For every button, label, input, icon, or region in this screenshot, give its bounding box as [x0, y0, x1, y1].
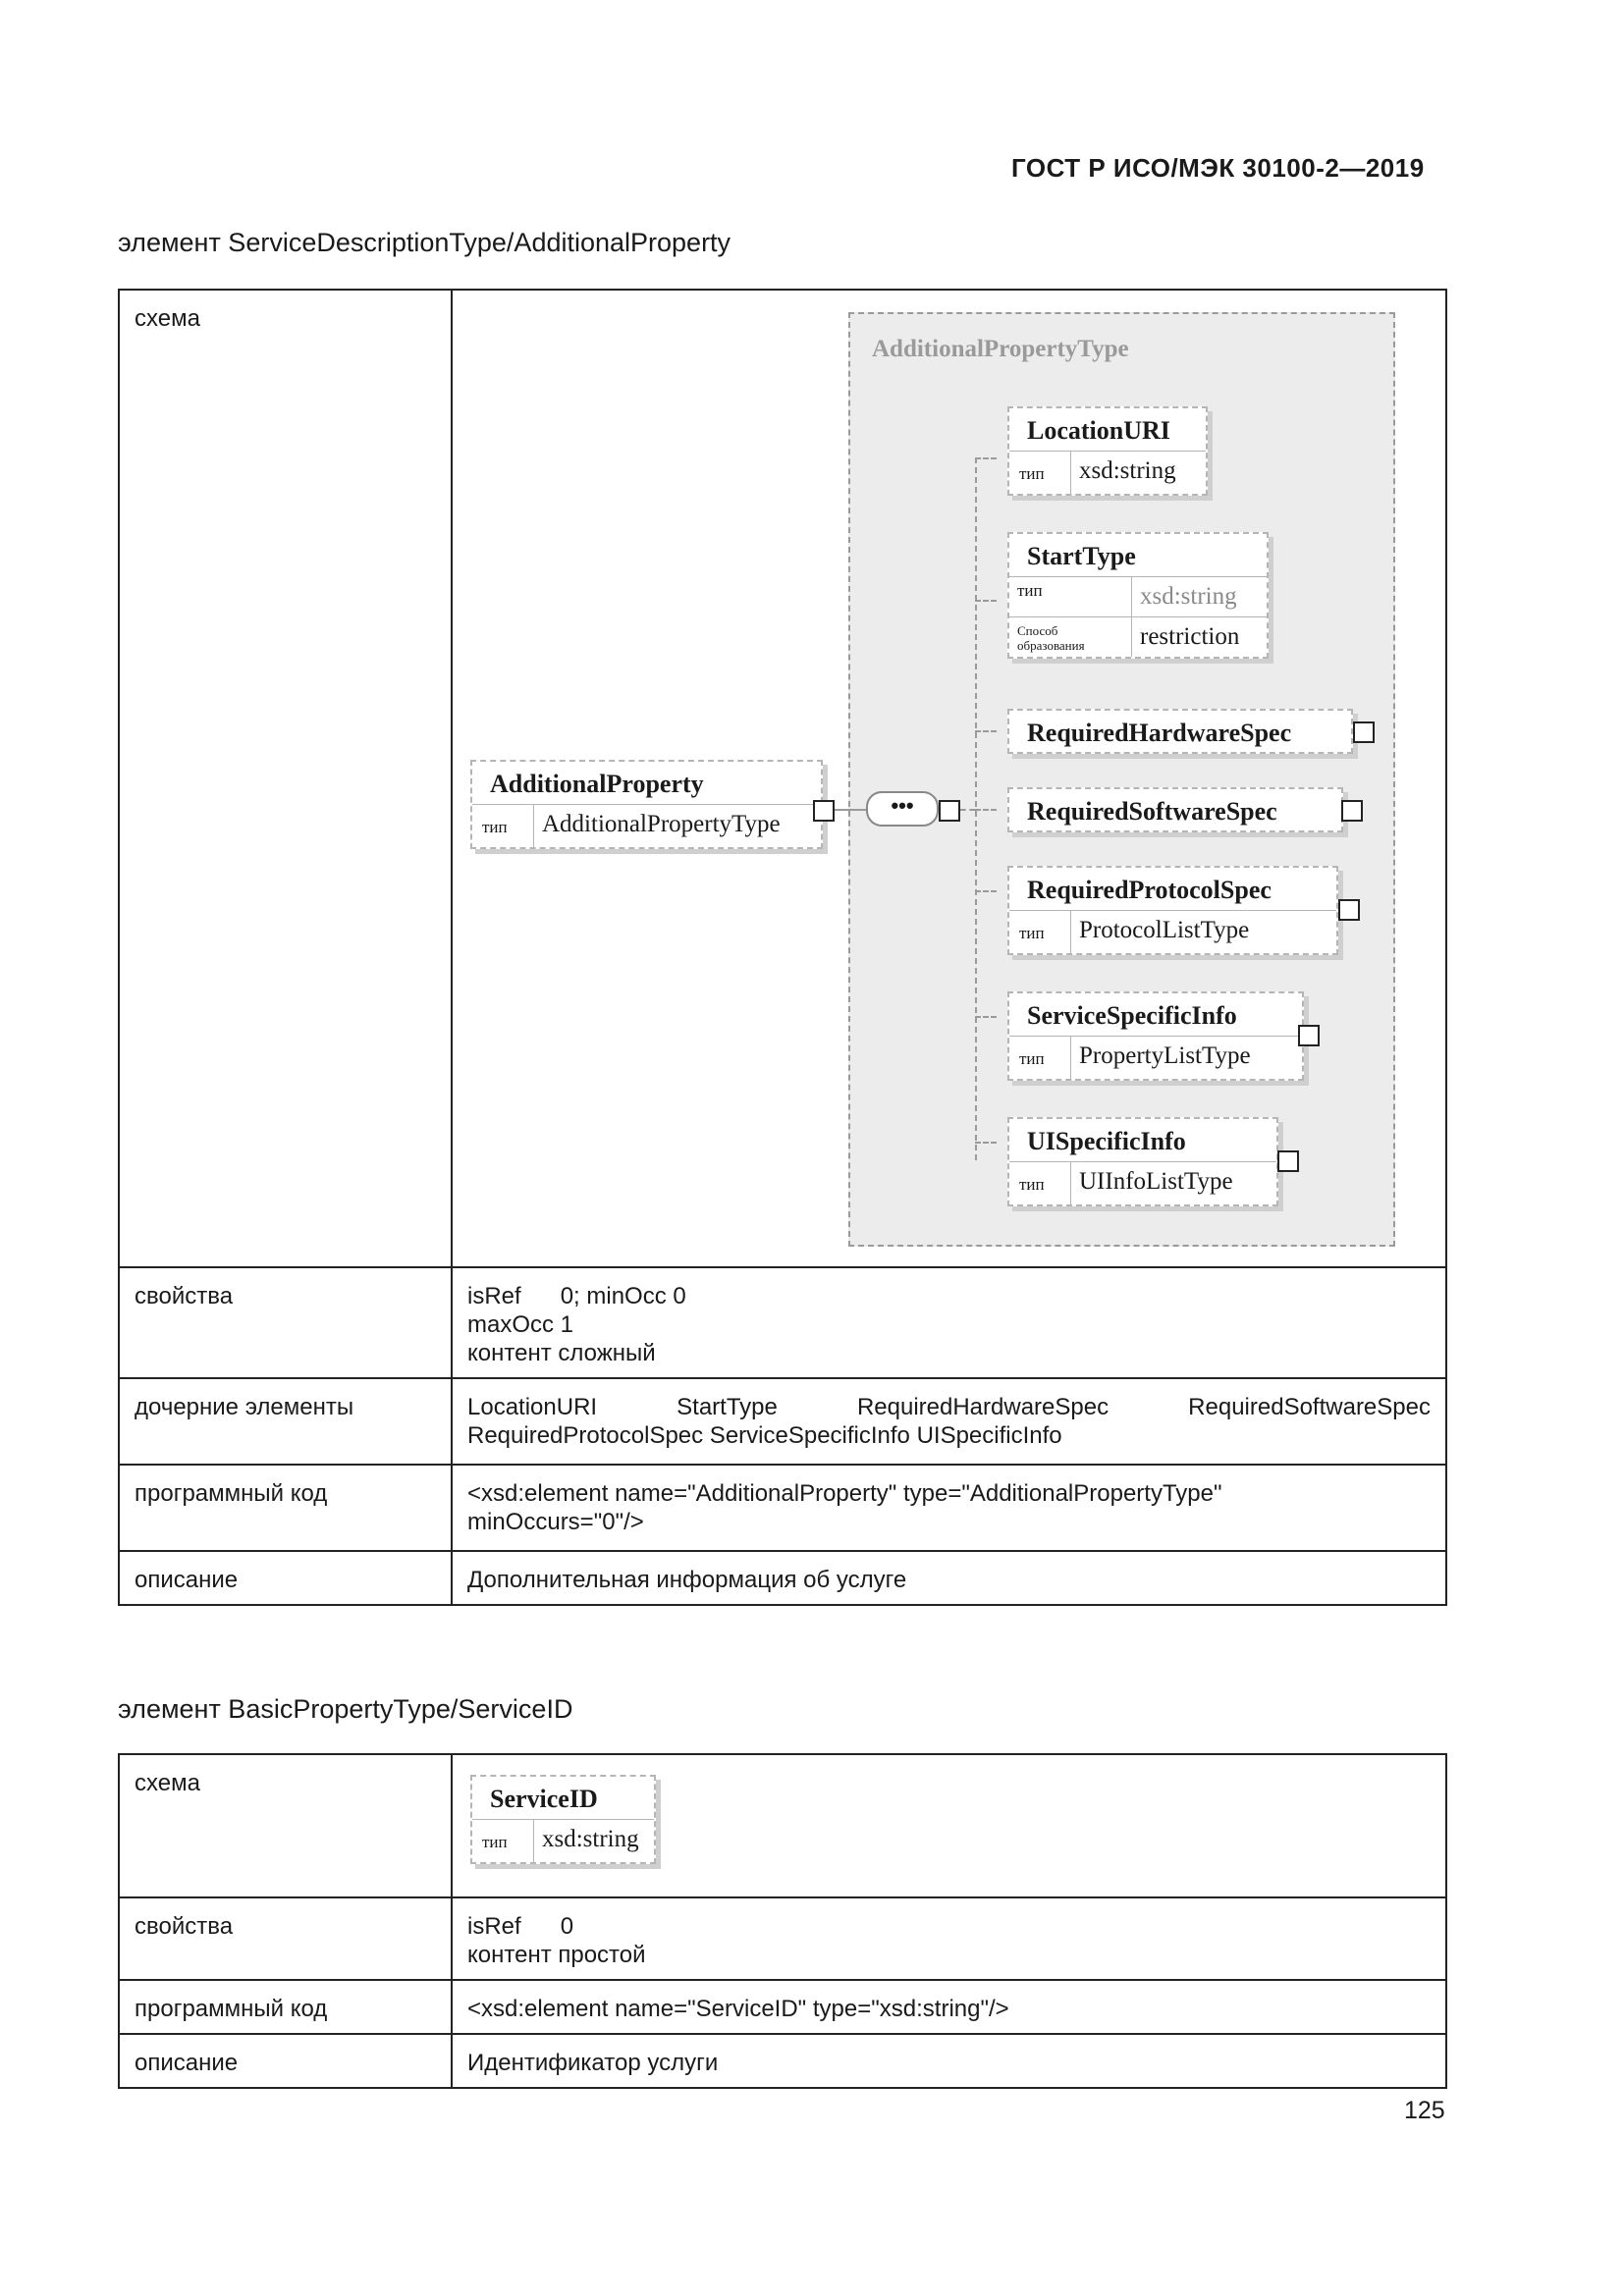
element-box-required-hardware-spec: [1007, 709, 1353, 754]
element-name: ServiceSpecificInfo: [1027, 1001, 1237, 1030]
property-line: isRef 0: [467, 1913, 574, 1940]
type-value: AdditionalPropertyType: [542, 811, 781, 837]
connector-tick: [975, 890, 997, 892]
description-cell: Дополнительная информация об услуге: [452, 1551, 1446, 1605]
table-row-code: [119, 1465, 1446, 1551]
element-name: UISpecificInfo: [1027, 1127, 1186, 1155]
type-label: тип: [1009, 1162, 1071, 1204]
element-box-service-specific-info: [1007, 991, 1304, 1081]
element-box-required-protocol-spec: [1007, 866, 1338, 955]
element-name: RequiredSoftwareSpec: [1027, 797, 1277, 826]
element-name: RequiredProtocolSpec: [1027, 876, 1272, 904]
type-value: ProtocolListType: [1079, 917, 1250, 943]
type-label: тип: [1009, 452, 1071, 494]
sequence-collapse-icon[interactable]: [939, 800, 960, 822]
label-description: описание: [119, 2034, 452, 2088]
connector-line: [835, 809, 866, 811]
child-element: LocationURI: [467, 1394, 598, 1420]
connector-tick: [975, 730, 997, 732]
table-row-schema: [119, 290, 1446, 1267]
code-line: minOccurs="0"/>: [467, 1509, 644, 1535]
connector-tick: [975, 1142, 997, 1144]
section-title-additional-property: элемент ServiceDescriptionType/AdditionalProperty: [118, 228, 731, 257]
type-label: тип: [472, 1820, 534, 1862]
child-element: RequiredSoftwareSpec: [1188, 1394, 1431, 1420]
label-code: программный код: [119, 1465, 452, 1551]
expand-icon[interactable]: [1298, 1025, 1320, 1046]
derivation-value: restriction: [1140, 623, 1240, 650]
type-value: UIInfoListType: [1079, 1168, 1233, 1195]
code-line: <xsd:element name="AdditionalProperty" type="AdditionalPropertyType": [467, 1480, 1222, 1507]
type-value: PropertyListType: [1079, 1042, 1251, 1069]
type-label: тип: [1009, 911, 1071, 953]
element-box-ui-specific-info: [1007, 1117, 1278, 1206]
page-number: 125: [1404, 2097, 1445, 2124]
expand-icon[interactable]: [1341, 800, 1363, 822]
connector-tick: [975, 457, 997, 459]
table-row-children: [119, 1378, 1446, 1465]
connector-tick: [975, 809, 997, 811]
children-cell: [452, 1378, 1446, 1465]
element-name: LocationURI: [1027, 416, 1170, 445]
type-label: тип: [472, 805, 534, 847]
schema-diagram: [453, 1755, 1445, 1896]
children-line-1: [467, 1393, 1431, 1421]
connector-tick: [975, 600, 997, 602]
element-box-service-id: [470, 1775, 656, 1864]
type-value: xsd:string: [1079, 457, 1176, 484]
element-box-required-software-spec: [1007, 787, 1343, 832]
element-name: RequiredHardwareSpec: [1027, 719, 1292, 747]
code-cell: [452, 1465, 1446, 1551]
property-line: isRef 0; minOcc 0: [467, 1283, 686, 1309]
schema-diagram: [453, 291, 1456, 1260]
element-name: StartType: [1027, 542, 1136, 570]
spec-table-additional-property: [118, 289, 1447, 1606]
type-label: тип: [1009, 1037, 1071, 1079]
document-header: ГОСТ Р ИСО/МЭК 30100-2—2019: [1011, 153, 1425, 183]
property-line: контент простой: [467, 1942, 646, 1968]
label-schema: схема: [119, 290, 452, 1267]
expand-icon[interactable]: [1353, 721, 1375, 743]
label-properties: свойства: [119, 1267, 452, 1378]
table-row-description: [119, 2034, 1446, 2088]
element-box-start-type: [1007, 532, 1269, 659]
description-cell: Идентификатор услуги: [452, 2034, 1446, 2088]
element-box-additional-property: [470, 760, 823, 849]
expand-icon[interactable]: [813, 800, 835, 822]
element-name: AdditionalProperty: [490, 770, 704, 798]
expand-icon[interactable]: [1277, 1150, 1299, 1172]
element-box-location-uri: [1007, 406, 1208, 496]
table-row-description: [119, 1551, 1446, 1605]
code-cell: <xsd:element name="ServiceID" type="xsd:string"/>: [452, 1980, 1446, 2034]
type-value: xsd:string: [542, 1826, 639, 1852]
properties-cell: [452, 1267, 1446, 1378]
table-row-properties: [119, 1897, 1446, 1980]
spec-table-service-id: [118, 1753, 1447, 2089]
expand-icon[interactable]: [1338, 899, 1360, 921]
table-row-code: [119, 1980, 1446, 2034]
label-properties: свойства: [119, 1897, 452, 1980]
type-value: xsd:string: [1140, 583, 1237, 610]
property-line: контент сложный: [467, 1340, 656, 1366]
label-code: программный код: [119, 1980, 452, 2034]
label-schema: схема: [119, 1754, 452, 1897]
schema-cell: [452, 290, 1446, 1267]
child-element: RequiredHardwareSpec: [856, 1394, 1110, 1420]
derivation-label: Способ образования: [1009, 617, 1132, 657]
sequence-icon: •••: [866, 791, 939, 827]
child-element: StartType: [677, 1394, 778, 1420]
complex-type-title: AdditionalPropertyType: [872, 336, 1129, 362]
label-description: описание: [119, 1551, 452, 1605]
properties-cell: [452, 1897, 1446, 1980]
table-row-schema: [119, 1754, 1446, 1897]
connector-line: [960, 809, 975, 811]
type-label: тип: [1009, 577, 1132, 616]
connector-tick: [975, 1016, 997, 1018]
property-line: maxOcc 1: [467, 1311, 574, 1338]
children-line-2: RequiredProtocolSpec ServiceSpecificInfo UISpecificInfo: [467, 1422, 1062, 1449]
table-row-properties: [119, 1267, 1446, 1378]
section-title-service-id: элемент BasicPropertyType/ServiceID: [118, 1694, 573, 1724]
schema-cell: [452, 1754, 1446, 1897]
label-children: дочерние элементы: [119, 1378, 452, 1465]
element-name: ServiceID: [490, 1785, 598, 1813]
